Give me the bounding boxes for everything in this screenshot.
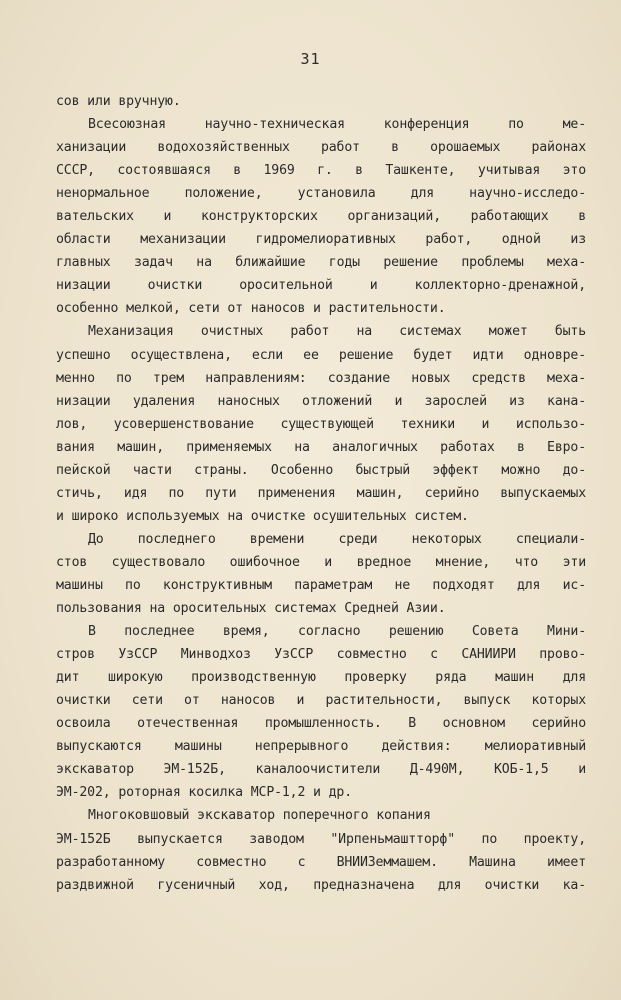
text-line: раздвижной гусеничный ход, предназначена для очистки ка- bbox=[56, 877, 586, 893]
text-line: дит широкую производственную проверку ряда машин для bbox=[56, 670, 586, 686]
body-text bbox=[56, 90, 586, 897]
text-line: сов или вручную. bbox=[56, 94, 181, 109]
text-line: экскаватор ЭМ-152Б, каналоочистители Д-490М, КОБ-1,5 и bbox=[56, 762, 586, 778]
text-line: стичь, идя по пути применения машин, серийно выпускаемых bbox=[56, 485, 586, 501]
text-line: особенно мелкой, сети от наносов и растительности. bbox=[56, 301, 446, 317]
text-line: низации очистки оросительной и коллекторно-дренажной, bbox=[56, 278, 586, 294]
text-line: СССР, состоявшаяся в 1969 г. в Ташкенте, учитывая это bbox=[56, 163, 586, 179]
text-line: и широко используемых на очистке осушительных систем. bbox=[56, 508, 469, 524]
text-line: успешно осуществлена, если ее решение будет идти одновре- bbox=[56, 347, 586, 363]
text-line: очистки сети от наносов и растительности, выпуск которых bbox=[56, 693, 586, 709]
text-line: пейской части страны. Особенно быстрый эффект можно до- bbox=[56, 462, 586, 478]
text-line: Многоковшовый экскаватор поперечного копания bbox=[88, 808, 431, 824]
text-line: низации удаления наносных отложений и зарослей из кана- bbox=[56, 393, 586, 409]
text-line: До последнего времени среди некоторых специали- bbox=[88, 531, 586, 547]
text-line: вательских и конструкторских организаций, работающих в bbox=[56, 209, 586, 225]
text-line: Всесоюзная научно-техническая конференция по ме- bbox=[88, 117, 586, 133]
text-line: стов существовало ошибочное и вредное мнение, что эти bbox=[56, 554, 586, 570]
text-line: ЭМ-152Б выпускается заводом "Ирпеньмаштторф" по проекту, bbox=[56, 831, 586, 847]
text-line: ненормальное положение, установила для научно-исследо- bbox=[56, 186, 586, 202]
text-line: освоила отечественная промышленность. В основном серийно bbox=[56, 716, 586, 732]
text-line: Механизация очистных работ на системах может быть bbox=[88, 324, 586, 340]
text-line: ханизации водохозяйственных работ в орошаемых районах bbox=[56, 140, 586, 156]
text-line: стров УзССР Минводхоз УзССР совместно с САНИИРИ прово- bbox=[56, 647, 586, 663]
page-number: 31 bbox=[300, 50, 321, 68]
text-line: вания машин, применяемых на аналогичных работах в Евро- bbox=[56, 439, 586, 455]
text-line: области механизации гидромелиоративных работ, одной из bbox=[56, 232, 586, 248]
text-line: пользования на оросительных системах Средней Азии. bbox=[56, 601, 446, 617]
text-line: ЭМ-202, роторная косилка МСР-1,2 и др. bbox=[56, 785, 353, 801]
text-line: машины по конструктивным параметрам не подходят для ис- bbox=[56, 577, 586, 593]
text-line: В последнее время, согласно решению Совета Мини- bbox=[88, 624, 586, 640]
text-line: выпускаются машины непрерывного действия: мелиоративный bbox=[56, 739, 586, 755]
text-line: лов, усовершенствование существующей техники и использо- bbox=[56, 416, 586, 432]
text-line: менно по трем направлениям: создание новых средств меха- bbox=[56, 370, 586, 386]
text-line: главных задач на ближайшие годы решение проблемы меха- bbox=[56, 255, 586, 271]
text-line: разработанному совместно с ВНИИЗеммашем. Машина имеет bbox=[56, 854, 586, 870]
